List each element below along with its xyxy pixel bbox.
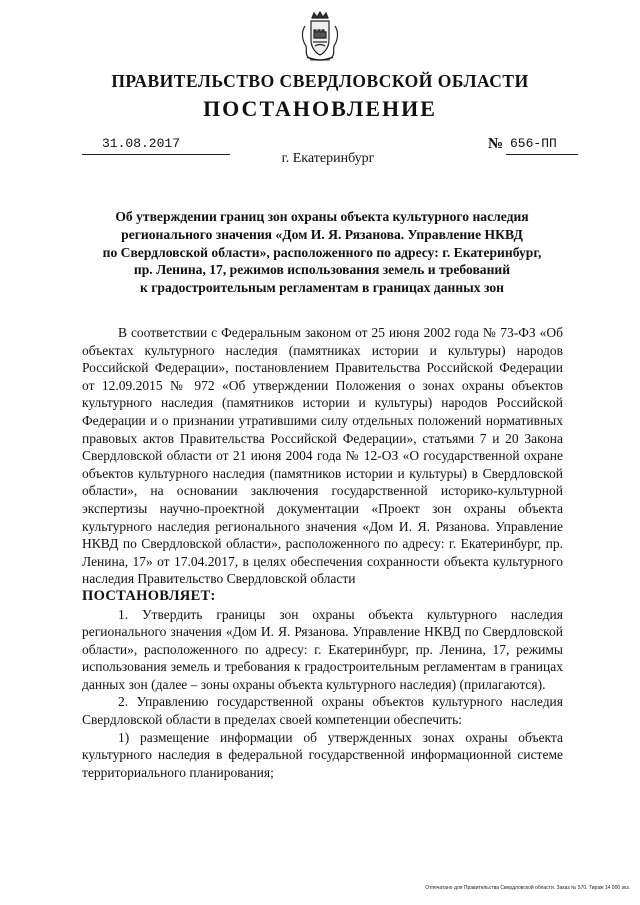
document-type-title: ПОСТАНОВЛЕНИЕ xyxy=(203,96,437,121)
document-body xyxy=(82,324,563,781)
heading-line: по Свердловской области», расположенного по адресу: г. Екатеринбург, xyxy=(102,244,542,260)
number-label: № xyxy=(488,136,504,152)
preamble-paragraph: В соответствии с Федеральным законом от 25 июня 2002 года № 73-ФЗ «Об объектах культурного наследия (памятниках истории и культуры) народов Российской Федерации», постановлением Правительства Российской Федерации от 12.09.2015 № 972 «Об утверждении Положения о зонах охраны объектов культурного наследия (памятников истории и культуры) народов Российской Федерации и о признании утратившими силу отдельных положений нормативных правовых актов Правительства Российской Федерации», статьями 7 и 20 Закона Свердловской области от 21 июня 2004 года № 12-ОЗ «О государственной охране объектов культурного наследия (памятников истории и культуры) в Свердловской области», на основании заключения государственной историко-культурной экспертизы научно-проектной документации «Проект зон охраны объекта культурного наследия регионального значения «Дом И. Я. Рязанова. Управление НКВД по Свердловской области», расположенного по адресу: г. Екатеринбург, пр. Ленина, 17» от 17.04.2017, в целях обеспечения сохранности объекта культурного наследия Правительство Свердловской области xyxy=(82,325,563,587)
document-heading xyxy=(82,208,562,297)
item-2-1-paragraph: 1) размещение информации об утвержденных зонах охраны объекта культурного наследия в федеральной государственной информационной системе территориального планирования; xyxy=(82,729,563,780)
government-title: ПРАВИТЕЛЬСТВО СВЕРДЛОВСКОЙ ОБЛАСТИ xyxy=(111,71,529,91)
heading-line: Об утверждении границ зон охраны объекта культурного наследия xyxy=(115,209,529,224)
heading-line: к градостроительным регламентам в границах данных зон xyxy=(140,280,504,296)
print-footer-note: Отпечатано для Правительства Свердловской области. Заказ № 570. Тираж 14 000 экз. xyxy=(425,885,630,891)
decree-word: ПОСТАНОВЛЯЕТ: xyxy=(82,587,216,604)
coat-of-arms-emblem-icon xyxy=(299,10,341,64)
city: г. Екатеринбург xyxy=(281,151,375,166)
heading-line: регионального значения «Дом И. Я. Рязанова. Управление НКВД xyxy=(121,226,523,242)
heading-line: пр. Ленина, 17, режимов использования земель и требований xyxy=(133,262,511,278)
item-2-paragraph: 2. Управлению государственной охраны объектов культурного наследия Свердловской области в пределах своей компетенции обеспечить: xyxy=(82,694,563,728)
item-1-paragraph: 1. Утвердить границы зон охраны объекта культурного наследия регионального значения «Дом И. Я. Рязанова. Управление НКВД по Свердловской области», расположенного по адресу: г. Екатеринбург, пр. Ленина, 17, режимы использования земель и требования к градостроительным регламентам в границах данных зон (далее – зоны охраны объекта культурного наследия) (прилагаются). xyxy=(82,606,563,692)
document-number: 656-ПП xyxy=(510,136,557,151)
document-date: 31.08.2017 xyxy=(102,136,181,151)
